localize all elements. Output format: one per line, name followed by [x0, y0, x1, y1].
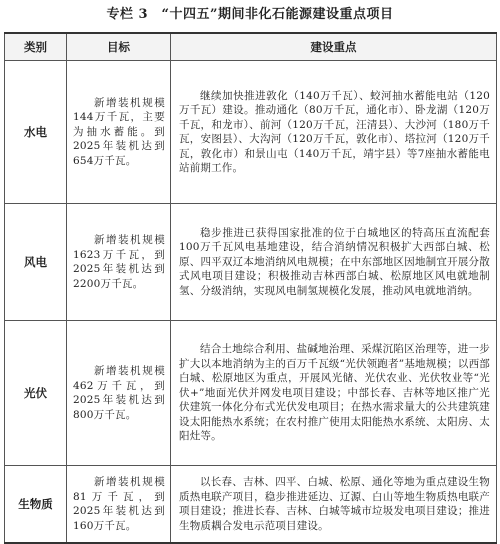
target-cell: 新增装机规模144万千瓦，主要为抽水蓄能。到2025年装机达到654万千瓦。	[67, 61, 171, 204]
table-row	[5, 204, 497, 321]
category-cell: 光伏	[5, 321, 67, 466]
category-cell: 风电	[5, 204, 67, 321]
target-cell: 新增装机规模1623万千瓦，到2025年装机达到2200万千瓦。	[67, 204, 171, 321]
focus-cell: 结合土地综合利用、盐碱地治理、采煤沉陷区治理等，进一步扩大以本地消纳为主的百万千瓦级“光伏领跑者”基地规模；以西部白城、松原地区为重点，开展风光储、光伏农业、光伏牧业等“光伏+”地面光伏并网发电项目建设；中部长春、吉林等地区推广光伏建筑一体化分布式光伏发电项目；在热水需求量大的公共建筑建设太阳能热水系统；在农村推广使用太阳能热水系统、太阳房、太阳灶等。	[171, 321, 497, 466]
target-cell: 新增装机规模81万千瓦，到2025年装机达到160万千瓦。	[67, 466, 171, 544]
table-caption: 专栏 3 “十四五”期间非化石能源建设重点项目	[106, 7, 394, 22]
header-row	[5, 33, 497, 61]
projects-table	[4, 32, 497, 544]
focus-cell: 继续加快推进敦化（140万千瓦）、蛟河抽水蓄能电站（120万千瓦）建设。推动通化（80万千瓦，通化市）、卧龙湖（120万千瓦，和龙市）、前河（120万千瓦，汪清县）、大沙河（180万千瓦，安图县）、大沟河（120万千瓦，敦化市）、塔拉河（120万千瓦，敦化市）和景山屯（140万千瓦，靖宇县）等7座抽水蓄能电站前期工作。	[171, 61, 497, 204]
target-cell: 新增装机规模462万千瓦，到2025年装机达到800万千瓦。	[67, 321, 171, 466]
category-cell: 生物质	[5, 466, 67, 544]
header-category: 类别	[5, 33, 67, 61]
focus-cell: 以长春、吉林、四平、白城、松原、通化等地为重点建设生物质热电联产项目，稳步推进延边、辽源、白山等地生物质热电联产项目建设；推进长春、吉林、白城等城市垃圾发电项目建设；推进生物质耦合发电示范项目建设。	[171, 466, 497, 544]
header-target: 目标	[67, 33, 171, 61]
focus-cell: 稳步推进已获得国家批准的位于白城地区的特高压直流配套100万千瓦风电基地建设，结合消纳情况积极扩大西部白城、松原、四平双辽本地消纳风电规模；在中东部地区因地制宜开展分散式风电项目建设；积极推动吉林西部白城、松原地区风电就地制氢、分级消纳，实现风电制氢规模化发展，推动风电就地消纳。	[171, 204, 497, 321]
category-cell: 水电	[5, 61, 67, 204]
table-row	[5, 466, 497, 544]
table-row	[5, 61, 497, 204]
table-row	[5, 321, 497, 466]
header-focus: 建设重点	[171, 33, 497, 61]
